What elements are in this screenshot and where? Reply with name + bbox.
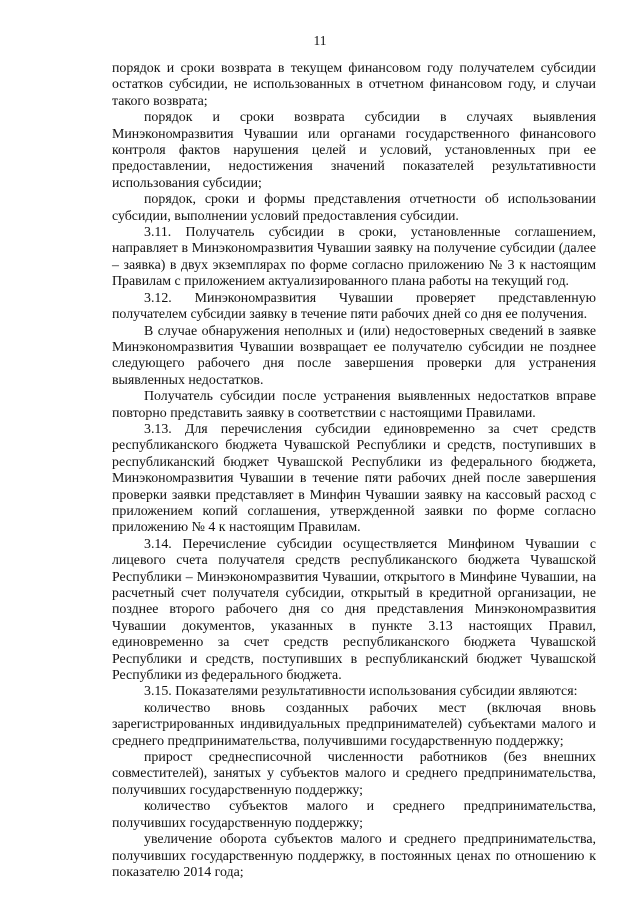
paragraph: 3.14. Перечисление субсидии осуществляется Минфином Чувашии с лицевого счета получателя средств республиканского бюджета Чувашской Республики – Минэкономразвития Чувашии, открытого в Минфине Чувашии, на расчетный счет получателя субсидии, открытый в кредитной организации, не позднее второго рабочего дня со дня представления Минэкономразвития Чувашии документов, указанных в пункте 3.13 настоящих Правил, единовременно за счет средств республиканского бюджета Чувашской Республики и средств, поступивших в республиканский бюджет Чувашской Республики из федерального бюджета. (112, 536, 596, 684)
paragraph: Получатель субсидии после устранения выявленных недостатков вправе повторно представить заявку в соответствии с настоящими Правилами. (112, 389, 596, 421)
paragraph: количество вновь созданных рабочих мест (включая вновь зарегистрированных индивидуальных предпринимателей) субъектами малого и среднего предпринимательства, получившими государственную поддержку; (112, 700, 596, 749)
paragraph: 3.13. Для перечисления субсидии единовременно за счет средств республиканского бюджета Чувашской Республики и средств, поступивших в республиканский бюджет Чувашской Республики из федерального бюджета, Минэкономразвития Чувашии в течение пяти рабочих дней после завершения проверки заявки представляет в Минфин Чувашии заявку на кассовый расход с приложением копий соглашения, утвержденной заявки по форме согласно приложению № 4 к настоящим Правилам. (112, 421, 596, 536)
body-text (112, 61, 596, 881)
paragraph: 3.12. Минэкономразвития Чувашии проверяет представленную получателем субсидии заявку в течение пяти рабочих дней со дня ее получения. (112, 290, 596, 323)
paragraph: увеличение оборота субъектов малого и среднего предпринимательства, получивших государственную поддержку, в постоянных ценах по отношению к показателю 2014 года; (112, 832, 596, 880)
paragraph: В случае обнаружения неполных и (или) недостоверных сведений в заявке Минэкономразвития Чувашии возвращает ее получателю субсидии не позднее следующего рабочего дня после завершения проверки для устранения выявленных недостатков. (112, 323, 596, 388)
page-number: 11 (313, 33, 327, 48)
paragraph: порядок и сроки возврата субсидии в случаях выявления Минэкономразвития Чувашии или органами государственного финансового контроля фактов нарушения целей и условий, установленных при ее предоставлении, недостижения значений показателей результативности использования субсидии; (112, 110, 596, 191)
paragraph: 3.11. Получатель субсидии в сроки, установленные соглашением, направляет в Минэкономразвития Чувашии заявку на получение субсидии (далее – заявка) в двух экземплярах по форме согласно приложению № 3 к настоящим Правилам с приложением актуализированного плана работы на текущий год. (112, 225, 596, 290)
paragraph: количество субъектов малого и среднего предпринимательства, получивших государственную поддержку; (112, 799, 596, 831)
paragraph: порядок, сроки и формы представления отчетности об использовании субсидии, выполнении условий предоставления субсидии. (112, 192, 596, 224)
paragraph: порядок и сроки возврата в текущем финансовом году получателем субсидии остатков субсидии, не использованных в отчетном финансовом году, и случаи такого возврата; (112, 61, 596, 109)
paragraph: прирост среднесписочной численности работников (без внешних совместителей), занятых у субъектов малого и среднего предпринимательства, получивших государственную поддержку; (112, 750, 596, 798)
paragraph: 3.15. Показателями результативности использования субсидии являются: (144, 684, 578, 700)
